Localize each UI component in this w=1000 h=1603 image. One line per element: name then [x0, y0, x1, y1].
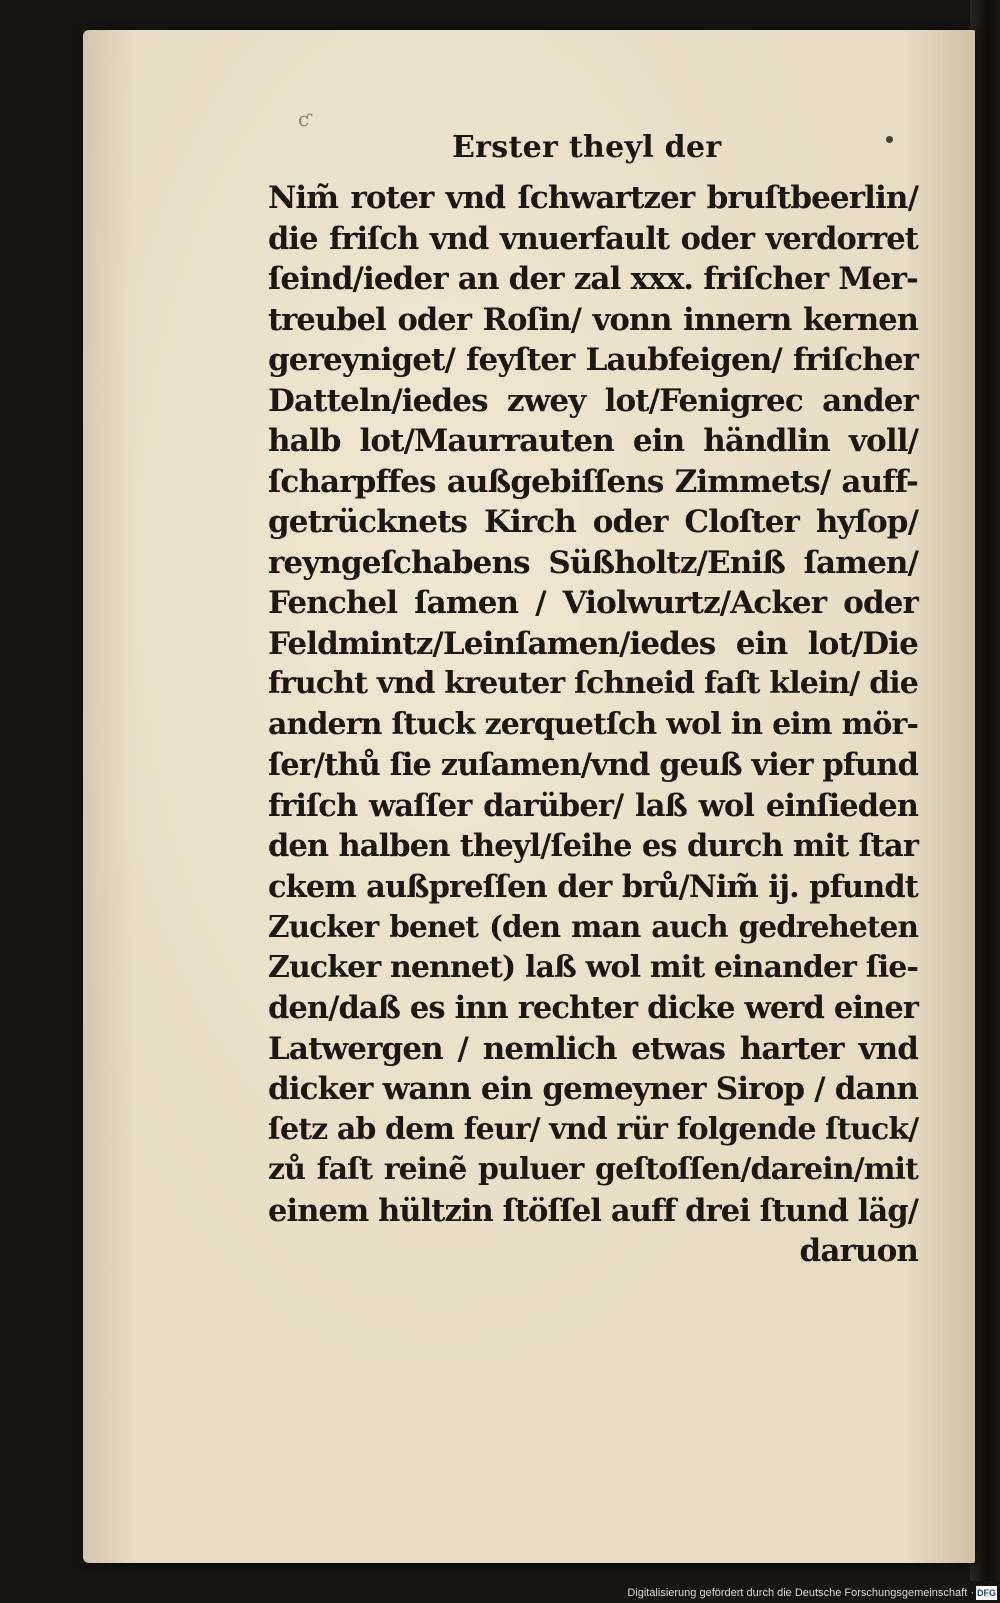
- text-line: dicker wann ein gemeyner Sirop / dann: [268, 1071, 918, 1107]
- catchword: daruon: [799, 1233, 918, 1269]
- ink-spot: [886, 136, 893, 143]
- text-line: getrücknets Kirch oder Cloſter hyſop/: [268, 504, 918, 540]
- text-line: ſer/thů ſie zuſamen/vnd geuß vier pfund: [268, 747, 918, 783]
- text-line: Fenchel ſamen / Violwurtz/Acker oder: [268, 585, 918, 621]
- text-line: den halben theyl/ſeihe es durch mit ſtar: [268, 828, 918, 864]
- text-line: frucht vnd kreuter ſchneid faſt klein/ die: [268, 666, 918, 701]
- dfg-logo-icon: DFG: [977, 1588, 996, 1598]
- text-line: Zucker nennet) laß wol mit einander ſie-: [268, 949, 918, 985]
- text-line: ckem außpreſſen der brů/Nim̃ ij. pfundt: [268, 868, 918, 905]
- text-line: gereyniget/ feyſter Laubfeigen/ friſcher: [268, 342, 918, 378]
- text-line: die friſch vnd vnuerfault oder verdorret: [268, 220, 918, 257]
- text-line: Nim̃ roter vnd ſchwartzer bruſtbeerlin/: [268, 180, 918, 216]
- text-line: ſetz ab dem feur/ vnd rür folgende ſtuck/: [268, 1111, 919, 1147]
- text-line: einem hültzin ſtöſſel auff drei ſtund läg/: [268, 1192, 918, 1229]
- text-line: Datteln/iedes zwey lot/Fenigrec ander: [268, 382, 918, 419]
- text-line: halb lot/Maurrauten ein händlin voll/: [268, 423, 918, 459]
- running-head: Erster theyl der: [452, 130, 722, 165]
- text-line: den/daß es inn rechter dicke werd einer: [268, 990, 918, 1026]
- footer-bar: [0, 1581, 1000, 1603]
- text-line: Latwergen / nemlich etwas harter vnd: [268, 1030, 918, 1067]
- text-line: friſch waſſer darüber/ laß wol einſieden: [268, 787, 918, 824]
- text-line: Feldmintz/Leinſamen/iedes ein lot/Die: [268, 625, 918, 662]
- text-line: ſeind/ieder an der zal xxx. friſcher Mer-: [268, 261, 918, 297]
- margin-mark: ƈ: [298, 107, 310, 131]
- text-line: ſcharpffes außgebiſſens Zimmets/ auff-: [268, 463, 918, 500]
- body-text: [268, 178, 918, 1272]
- text-line: reyngeſchabens Süßholtz/Eniß ſamen/: [268, 544, 918, 581]
- text-line: zů faſt reinẽ puluer geſtoſſen/darein/mit: [268, 1152, 918, 1187]
- funding-credit: Digitalisierung gefördert durch die Deutsche Forschungsgemeinschaft ·: [627, 1587, 974, 1599]
- text-line: andern ſtuck zerquetſch wol in eim mör-: [268, 706, 918, 742]
- text-line: Zucker benet (den man auch gedreheten: [268, 909, 918, 944]
- text-line: treubel oder Roſin/ vonn innern kernen: [268, 301, 918, 338]
